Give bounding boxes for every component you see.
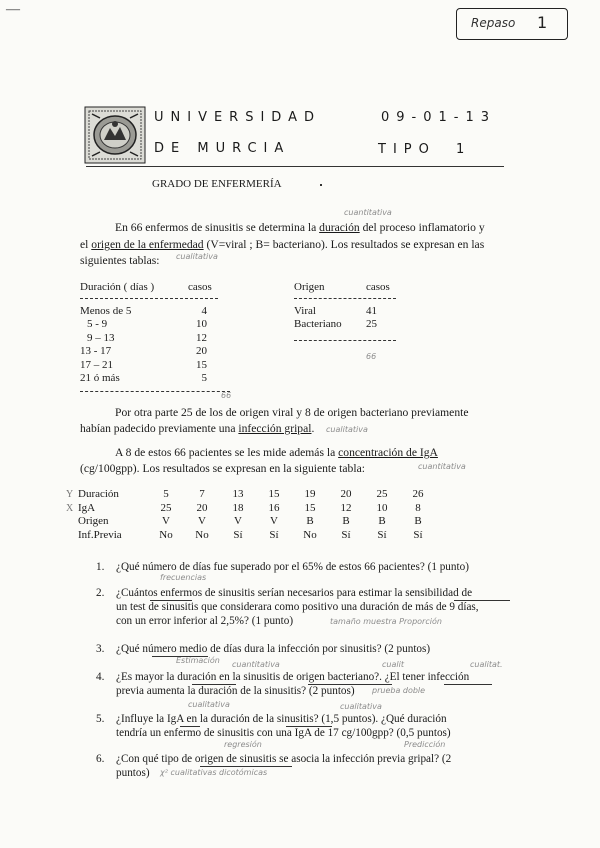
- para3-line1: [115, 446, 438, 460]
- row-value: 10: [196, 318, 207, 330]
- row-value: 25: [366, 318, 377, 330]
- annotation-cualitativa-4: cualitativa: [340, 702, 382, 711]
- row-label: Viral: [294, 304, 316, 317]
- row-value: 4: [201, 304, 207, 317]
- table-cell: 20: [340, 488, 352, 500]
- annotation-estimacion: Estimación: [176, 656, 220, 665]
- underline-sensibilidad: [454, 600, 510, 601]
- table-cell: 25: [376, 488, 388, 500]
- question-number: 6.: [96, 753, 105, 765]
- table-cell: 15: [304, 501, 316, 514]
- origin-table: [294, 281, 398, 341]
- intro-line2-pre: el: [80, 238, 92, 251]
- row-mark: [66, 529, 78, 543]
- intro-line2-origen: origen de la enfermedad: [91, 238, 204, 251]
- table-row: [66, 502, 436, 516]
- table-cell: 10: [376, 501, 388, 514]
- intro-line1-duracion: duración: [319, 221, 360, 234]
- origin-table-bottom-rule: [294, 340, 396, 341]
- table-cell: Sí: [233, 528, 243, 541]
- university-name-line1: UNIVERSIDAD: [154, 110, 321, 125]
- para2-line2-gripal: infección gripal: [238, 422, 312, 435]
- table-cell: 16: [268, 501, 280, 514]
- duration-col-header: Duración ( días ): [80, 281, 155, 293]
- para2-line2: [80, 422, 314, 436]
- row-label: Inf.Previa: [78, 528, 122, 541]
- table-cell: 7: [199, 488, 205, 500]
- table-cell: No: [303, 528, 317, 541]
- duration-table-header: [80, 281, 230, 295]
- para2-line2-pre: habían padecido previamente una: [80, 422, 239, 435]
- duration-table-bottom-rule: [80, 391, 230, 392]
- table-cell: 20: [196, 501, 208, 514]
- annotation-prediccion: Predicción: [404, 740, 446, 749]
- question-line: ¿Con qué tipo de origen de sinusitis se asocia la infección previa gripal? (2: [116, 753, 452, 765]
- row-label: 9 – 13: [87, 331, 115, 344]
- seal-emblem: [84, 106, 146, 164]
- repaso-label: Repaso: [471, 16, 516, 30]
- duration-cases-header: casos: [188, 281, 212, 293]
- annotation-frecuencias: frecuencias: [160, 573, 207, 582]
- annotation-cuantitativa-1: cuantitativa: [344, 208, 392, 217]
- table-cell: B: [306, 515, 314, 527]
- table-cell: 19: [304, 488, 316, 500]
- table-cell: B: [414, 515, 422, 527]
- question-number: 1.: [96, 561, 105, 573]
- para2-line1: Por otra parte 25 de los de origen viral y 8 de origen bacteriano previamente: [115, 406, 469, 419]
- question-line: ¿Cuántos enfermos de sinusitis serían necesarios para estimar la sensibilidad de: [116, 587, 473, 599]
- corner-mark: —: [6, 2, 20, 17]
- table-row: [66, 515, 436, 529]
- data-table: [66, 488, 436, 542]
- intro-line3: siguientes tablas:: [80, 254, 160, 267]
- table-row: [80, 372, 230, 386]
- intro-line2-post: (V=viral ; B= bacteriano). Los resultados se expresan en las: [203, 238, 485, 251]
- annotation-cualit: cualit: [382, 660, 404, 669]
- question-line: ¿Influye la IgA en la duración de la sinusitis? (1,5 puntos). ¿Qué duración: [116, 713, 447, 725]
- question-number: 3.: [96, 643, 105, 655]
- question-line: ¿Qué número medio de días dura la infección por sinusitis? (2 puntos): [116, 643, 431, 655]
- row-label: Menos de 5: [80, 304, 132, 317]
- exam-type-number: 1: [456, 142, 472, 157]
- table-row: [66, 529, 436, 543]
- table-cell: Sí: [269, 528, 279, 541]
- annotation-cuantitativa-3: cuantitativa: [232, 660, 280, 669]
- table-row: [80, 345, 230, 359]
- underline-origen-bacteriano: [308, 684, 392, 685]
- question-line: un test de sinusitis que considerara como positivo una duración de más de 9 días,: [116, 601, 479, 613]
- para3-line2: (cg/100gpp). Los resultados se expresan en la siguiente tabla:: [80, 462, 365, 475]
- para3-line1-pre: A 8 de estos 66 pacientes se les mide además la: [115, 446, 339, 459]
- annotation-66-duration: 66: [221, 391, 232, 400]
- intro-line2: [80, 238, 484, 252]
- question-line: puntos): [116, 767, 150, 779]
- row-label: Duración: [78, 488, 119, 500]
- table-cell: No: [195, 528, 209, 541]
- table-row: [294, 305, 398, 319]
- origin-table-rule: [294, 298, 396, 299]
- annotation-cualitativa-1: cualitativa: [176, 252, 218, 261]
- para2-line2-post: .: [311, 422, 315, 435]
- intro-line1-pre: En 66 enfermos de sinusitis se determina la: [115, 221, 320, 234]
- table-cell: Sí: [341, 528, 351, 541]
- annotation-cualitativa-2: cualitativa: [326, 425, 368, 434]
- underline-numero-medio: [152, 656, 208, 657]
- table-cell: 26: [412, 488, 424, 500]
- row-mark: Y: [66, 489, 74, 500]
- table-cell: 13: [232, 488, 244, 500]
- annotation-66-origin: 66: [366, 352, 377, 361]
- table-cell: Sí: [377, 528, 387, 541]
- table-cell: 8: [415, 501, 421, 514]
- table-cell: No: [159, 528, 173, 541]
- title-rule: [86, 166, 504, 167]
- annotation-cuantitativa-2: cuantitativa: [418, 462, 466, 471]
- table-cell: V: [162, 515, 170, 527]
- table-cell: 5: [163, 488, 169, 500]
- degree-title: GRADO DE ENFERMERÍA: [152, 178, 282, 190]
- underline-infeccion-q4: [444, 684, 492, 685]
- row-label: IgA: [78, 501, 96, 514]
- origin-table-header: [294, 281, 398, 295]
- question-3: [96, 642, 516, 656]
- annotation-regresion: regresión: [224, 740, 262, 749]
- origin-cases-header: casos: [366, 281, 390, 293]
- question-line: previa aumenta la duración de la sinusitis? (2 puntos): [116, 685, 355, 697]
- table-row: [80, 332, 230, 346]
- question-number: 2.: [96, 587, 105, 599]
- degree-dot: [320, 184, 322, 186]
- annotation-chi-cuadrado: χ² cualitativas dicotómicas: [160, 768, 268, 777]
- university-name-line2: DE MURCIA: [154, 141, 291, 156]
- table-cell: B: [342, 515, 350, 527]
- table-cell: 18: [232, 501, 244, 514]
- row-label: 13 - 17: [80, 345, 112, 357]
- question-line: ¿Es mayor la duración en la sinusitis de origen bacteriano?. ¿El tener infección: [116, 671, 470, 683]
- annotation-cualitat: cualitat.: [470, 660, 503, 669]
- table-row: [80, 359, 230, 373]
- intro-line1: [115, 221, 485, 235]
- underline-sinusitis-q5: [286, 726, 332, 727]
- table-row: [294, 318, 398, 332]
- row-value: 12: [196, 331, 207, 344]
- table-cell: 12: [340, 501, 352, 514]
- question-number: 5.: [96, 713, 105, 725]
- exam-type-label: TIPO: [378, 142, 436, 157]
- table-cell: B: [378, 515, 386, 527]
- row-mark: [66, 515, 78, 529]
- duration-table: [80, 281, 230, 392]
- repaso-number: 1: [537, 13, 548, 32]
- question-number: 4.: [96, 671, 105, 683]
- exam-date: 09-01-13: [381, 110, 497, 125]
- underline-origen-q6: [200, 766, 292, 767]
- repaso-badge: [456, 8, 568, 40]
- question-2: [96, 586, 516, 628]
- underline-iga-q5: [180, 726, 200, 727]
- university-seal: [84, 106, 146, 164]
- question-line: con un error inferior al 2,5%? (1 punto): [116, 615, 294, 627]
- underline-cuantos: [150, 600, 192, 601]
- row-label: 17 – 21: [80, 358, 113, 371]
- row-label: Bacteriano: [294, 318, 342, 330]
- para3-line1-iga: concentración de IgA: [338, 446, 438, 459]
- row-value: 15: [196, 358, 207, 371]
- table-cell: 15: [268, 488, 280, 500]
- table-row: [80, 318, 230, 332]
- annotation-cualitativa-3: cualitativa: [188, 700, 230, 709]
- question-line: tendría un enfermo de sinusitis con una IgA de 17 cg/100gpp? (0,5 puntos): [116, 727, 451, 739]
- row-mark: X: [66, 502, 74, 514]
- underline-duracion-q4: [192, 684, 236, 685]
- origin-col-header: Origen: [294, 281, 325, 293]
- row-value: 41: [366, 304, 377, 317]
- duration-table-rule: [80, 298, 218, 299]
- table-cell: V: [198, 515, 206, 527]
- annotation-prueba-doble: prueba doble: [372, 686, 426, 695]
- table-row: [80, 305, 230, 319]
- question-1: [96, 560, 516, 574]
- table-cell: Sí: [413, 528, 423, 541]
- table-cell: V: [270, 515, 278, 527]
- table-cell: V: [234, 515, 242, 527]
- question-6: [96, 752, 516, 780]
- row-label: Origen: [78, 515, 109, 527]
- table-cell: 25: [160, 501, 172, 514]
- row-label: 5 - 9: [87, 318, 108, 330]
- question-line: ¿Qué número de días fue superado por el 65% de estos 66 pacientes? (1 punto): [116, 561, 469, 573]
- intro-line1-post: del proceso inflamatorio y: [359, 221, 485, 234]
- row-value: 20: [196, 345, 207, 357]
- annotation-tamano-muestra: tamaño muestra Proporción: [330, 617, 442, 626]
- row-value: 5: [201, 372, 207, 384]
- row-label: 21 ó más: [80, 372, 120, 384]
- table-row: [66, 488, 436, 502]
